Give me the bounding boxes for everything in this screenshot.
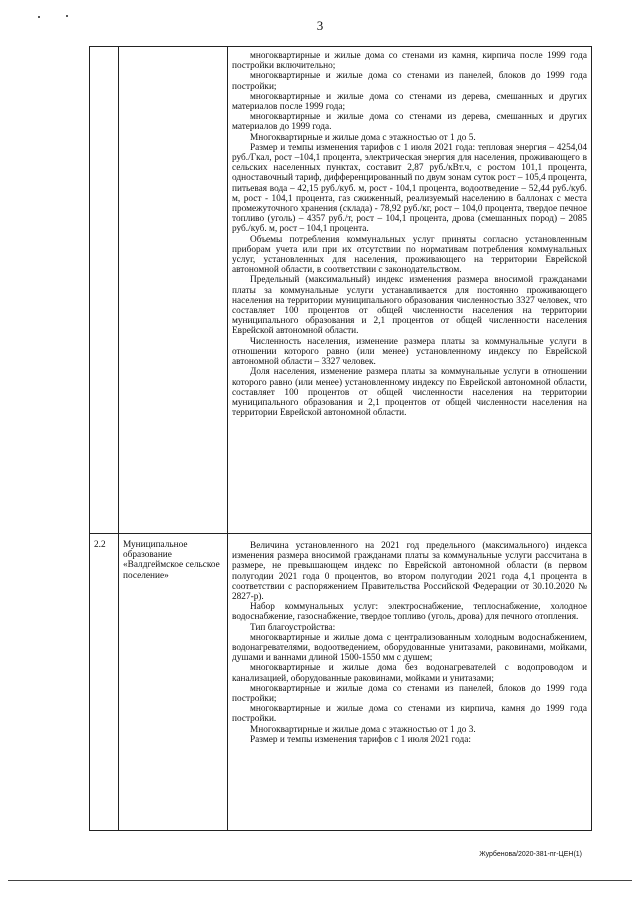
paragraph: Доля населения, изменение размера платы за коммунальные услуги в отношении которого равно (или менее) установленному индексу по Еврейской автономной области, составляет 100 процентов от общей численности населения на территории муниципального образования и 2,1 процентов от общей численности населения на территории Еврейской автономной области. [232, 367, 587, 419]
row-divider [90, 533, 591, 534]
paragraph: Многоквартирные и жилые дома с этажностью от 1 до 3. [250, 724, 476, 735]
paragraph: Предельный (максимальный) индекс изменения размера вносимой гражданами платы за коммунальные услуги устанавливается для постоянно проживающего населения на территории муниципального образования численностью 3327 человек, что составляет 100 процентов от общей численности населения на территории муниципального образования и 2,1 процентов от общей численности населения Еврейской автономной области. [232, 275, 587, 337]
column-divider [118, 47, 119, 830]
column-divider [227, 47, 228, 830]
paragraph: Размер и темпы изменения тарифов с 1 июля 2021 года: тепловая энергия – 4254,04 руб./Гкал, рост –104,1 процента, электрическая энергия для населения, проживающего в сельских населенных пунктах, составит 2,87 руб./кВт.ч, с ростом 101,1 процента, одноставочный тариф, дифференцированный по двум зонам суток рост – 105,4 процента, питьевая вода – 42,15 руб./куб. м, рост - 104,1 процента, водоотведение – 52,44 руб./куб. м, рост - 104,1 процента, газ сжиженный, реализуемый населению в баллонах с места промежуточного хранения (склада) - 78,92 руб./кг, рост – 104,0 процента, твердое печное топливо (уголь) – 4357 руб./т, рост – 104,1 процента, дрова (смешанных пород) – 2085 руб./куб. м, рост – 104,1 процента. [232, 142, 588, 235]
paragraph: многоквартирные и жилые дома со стенами из панелей, блоков до 1999 года постройки; [232, 71, 587, 92]
paragraph: Численность населения, изменение размера платы за коммунальные услуги в отношении которого равно (или менее) установленному индексу по Еврейской автономной области – 3327 человек. [232, 336, 587, 368]
paragraph: Величина установленного на 2021 год предельного (максимального) индекса изменения размера вносимой гражданами платы за коммунальные услуги рассчитана в размере, не превышающем индекс по Еврейской автономной области (в первом полугодии 2021 года 0 процентов, во втором полугодии 2021 года 4,1 процента в соответствии с распоряжением Правительства Российской Федерации от 30.10.2020 № 2827-р). [232, 541, 587, 603]
paragraph: Тип благоустройства: [250, 622, 336, 633]
municipality-name: Муниципальное образование «Валдгеймское сельское поселение» [123, 540, 220, 581]
tariff-table [89, 46, 592, 831]
paragraph: многоквартирные и жилые дома без водонагревателей с водопроводом и канализацией, оборудованные раковинами, мойками и унитазами; [232, 663, 587, 684]
paragraph: многоквартирные и жилые дома со стенами из дерева, смешанных и других материалов после 1999 года; [232, 91, 587, 113]
paragraph: Объемы потребления коммунальных услуг приняты согласно установленным приборам учета или при их отсутствии по нормативам потребления коммунальных услуг, установленных для населения, проживающего на территории Еврейской автономной области, в соответствии с законодательством. [232, 234, 587, 276]
row-content [232, 541, 587, 745]
paragraph: Размер и темпы изменения тарифов с 1 июля 2021 года: [250, 734, 471, 745]
paragraph: многоквартирные и жилые дома со стенами из дерева, смешанных и других материалов до 1999 года. [232, 112, 587, 133]
paragraph: Набор коммунальных услуг: электроснабжение, теплоснабжение, холодное водоснабжение, газоснабжение, твердое топливо (уголь, дрова) для печного отопления. [232, 602, 587, 623]
paragraph: многоквартирные и жилые дома со стенами из панелей, блоков до 1999 года постройки; [232, 683, 587, 705]
paragraph: многоквартирные и жилые дома со стенами из камня, кирпича после 1999 года постройки включительно; [232, 51, 587, 72]
page-bottom-rule [8, 880, 632, 881]
row-number: 2.2 [94, 540, 106, 550]
row-content-continued [232, 51, 587, 418]
paragraph: Многоквартирные и жилые дома с этажностью от 1 до 5. [250, 132, 476, 143]
paragraph: многоквартирные и жилые дома со стенами из кирпича, камня до 1999 года постройки. [232, 704, 587, 725]
page-number: 3 [316, 18, 324, 33]
paragraph: многоквартирные и жилые дома с централизованным холодным водоснабжением, водонагревателями, водоотведением, оборудованные унитазами, раковинами, мойками, душами и ваннами длиной 1500-1550 мм с душем; [232, 632, 587, 664]
document-code: Журбенова/2020-381-пг-ЦЕН(1) [479, 851, 582, 858]
scan-speck [66, 15, 68, 17]
